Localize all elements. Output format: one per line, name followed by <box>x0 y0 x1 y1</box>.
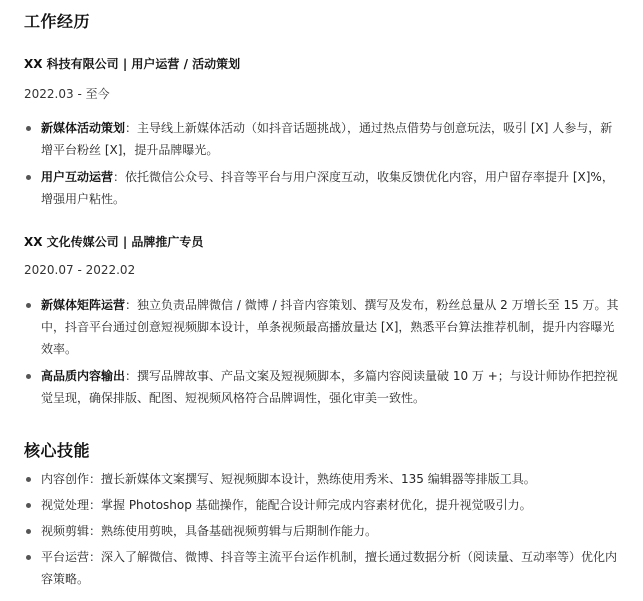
skills-list <box>24 468 624 594</box>
item-label: 新媒体矩阵运营 <box>41 298 126 312</box>
item-text: ：依托微信公众号、抖音等平台与用户深度互动，收集反馈优化内容，用户留存率提升 [X]%，增强用户粘性。 <box>41 170 614 206</box>
job-2-title: XX 文化传媒公司 | 品牌推广专员 <box>24 235 204 249</box>
item-text: ：主导线上新媒体活动（如抖音话题挑战），通过热点借势与创意玩法，吸引 [X] 人参与，新增平台粉丝 [X]，提升品牌曝光。 <box>41 121 613 157</box>
bullet-dot-icon <box>26 477 31 482</box>
item-label: 用户互动运营 <box>41 170 114 184</box>
list-item <box>24 365 624 409</box>
item-label: 高品质内容输出 <box>41 369 126 383</box>
work-experience-heading: 工作经历 <box>24 12 91 31</box>
bullet-dot-icon <box>26 175 31 180</box>
bullet-dot-icon <box>26 374 31 379</box>
bullet-dot-icon <box>26 555 31 560</box>
bullet-dot-icon <box>26 503 31 508</box>
list-item <box>24 546 624 590</box>
skill-text: 平台运营：深入了解微信、微博、抖音等主流平台运作机制，擅长通过数据分析（阅读量、互动率等）优化内容策略。 <box>41 550 618 586</box>
list-item <box>24 494 624 516</box>
item-text: ：独立负责品牌微信 / 微博 / 抖音内容策划、撰写及发布，粉丝总量从 2 万增长至 15 万。其中，抖音平台通过创意短视频脚本设计，单条视频最高播放量达 [X]，熟悉平台算法推荐机制，提升内容曝光效率。 <box>41 298 619 356</box>
job-2-date: 2020.07 - 2022.02 <box>24 263 136 277</box>
bullet-dot-icon <box>26 303 31 308</box>
list-item <box>24 117 624 161</box>
skill-text: 视觉处理：掌握 Photoshop 基础操作，能配合设计师完成内容素材优化，提升视觉吸引力。 <box>41 498 532 512</box>
job-2-list <box>24 294 624 414</box>
list-item <box>24 166 624 210</box>
item-label: 新媒体活动策划 <box>41 121 126 135</box>
core-skills-heading: 核心技能 <box>24 441 91 460</box>
skill-text: 视频剪辑：熟练使用剪映，具备基础视频剪辑与后期制作能力。 <box>41 524 378 538</box>
item-text: ：撰写品牌故事、产品文案及短视频脚本，多篇内容阅读量破 10 万 +；与设计师协作把控视觉呈现，确保排版、配图、短视频风格符合品牌调性，强化审美一致性。 <box>41 369 618 405</box>
list-item <box>24 294 624 360</box>
skill-text: 内容创作：擅长新媒体文案撰写、短视频脚本设计，熟练使用秀米、135 编辑器等排版工具。 <box>41 472 536 486</box>
list-item <box>24 468 624 490</box>
job-1-date: 2022.03 - 至今 <box>24 87 110 101</box>
bullet-dot-icon <box>26 126 31 131</box>
bullet-dot-icon <box>26 529 31 534</box>
job-1-title: XX 科技有限公司 | 用户运营 / 活动策划 <box>24 57 241 71</box>
job-1-list <box>24 117 624 215</box>
list-item <box>24 520 624 542</box>
